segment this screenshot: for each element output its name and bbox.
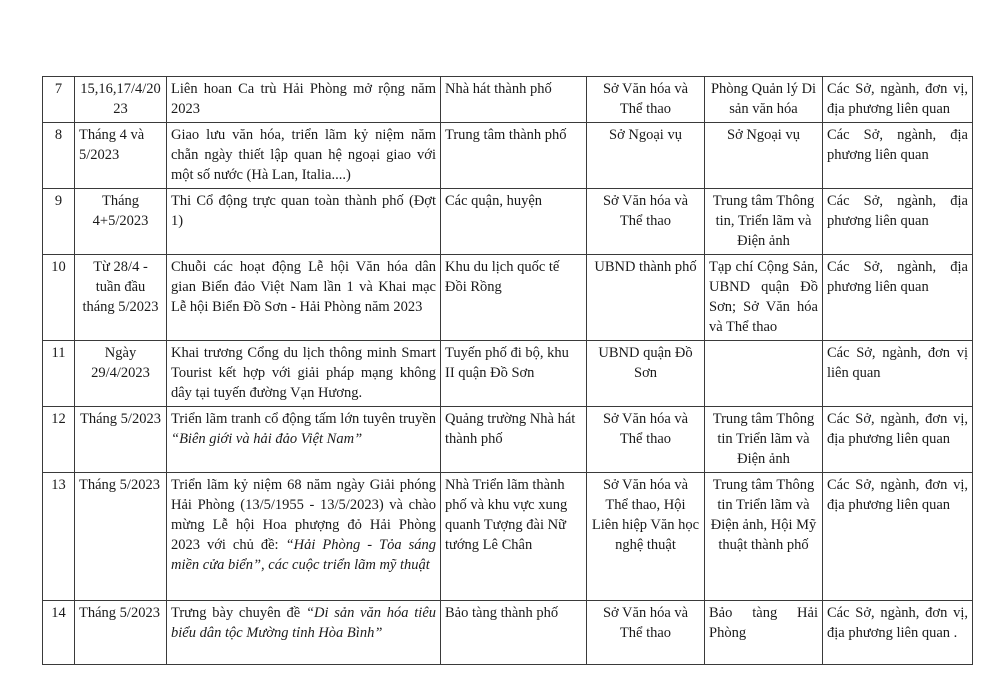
content-text: Triển lãm tranh cổ động tấm lớn tuyên truyền: [171, 411, 436, 427]
content-italic-text: “Biên giới và hải đảo Việt Nam”: [171, 431, 363, 447]
content-italic-text: “Hải Phòng - Tỏa sáng miền cửa biển”, các cuộc triển lãm mỹ thuật: [171, 537, 436, 573]
row-time: Ngày 29/4/2023: [75, 341, 167, 407]
row-coordinator: Bảo tàng Hải Phòng: [705, 601, 823, 665]
row-main-unit: Sở Văn hóa và Thể thao: [587, 601, 705, 665]
row-location: Trung tâm thành phố: [441, 123, 587, 189]
row-participants: Các Sở, ngành, đơn vị, địa phương liên quan .: [823, 601, 973, 665]
row-participants: Các Sở, ngành, đơn vị liên quan: [823, 341, 973, 407]
row-location: Quảng trường Nhà hát thành phố: [441, 407, 587, 473]
row-content: [167, 341, 441, 407]
content-italic-text: “Di sản văn hóa tiêu biểu dân tộc Mường tỉnh Hòa Bình”: [171, 605, 437, 641]
row-main-unit: Sở Văn hóa và Thể thao: [587, 189, 705, 255]
row-coordinator: Tạp chí Cộng Sản, UBND quận Đồ Sơn; Sở Văn hóa và Thể thao: [705, 255, 823, 341]
event-schedule-table: [42, 76, 973, 665]
row-participants: Các Sở, ngành, đơn vị, địa phương liên quan: [823, 77, 973, 123]
row-content: [167, 255, 441, 341]
row-participants: Các Sở, ngành, đơn vị, địa phương liên quan: [823, 473, 973, 601]
row-main-unit: Sở Văn hóa và Thể thao: [587, 77, 705, 123]
row-number: 9: [43, 189, 75, 255]
row-time: Tháng 5/2023: [75, 601, 167, 665]
row-coordinator: Trung tâm Thông tin Triển lãm và Điện ảnh, Hội Mỹ thuật thành phố: [705, 473, 823, 601]
content-text: Triển lãm kỷ niệm 68 năm ngày Giải phóng Hải Phòng (13/5/1955 - 13/5/2023) và chào mừng Lễ hội Hoa phượng đỏ Hải Phòng 2023 với chủ đề:: [171, 477, 436, 553]
row-content: [167, 407, 441, 473]
row-coordinator: [705, 341, 823, 407]
content-text: Khai trương Cổng du lịch thông minh Smart Tourist kết hợp với giải pháp mạng không dây tại tuyến đường Vạn Hương.: [171, 345, 436, 401]
row-content: [167, 189, 441, 255]
row-participants: Các Sở, ngành, địa phương liên quan: [823, 189, 973, 255]
row-main-unit: UBND quận Đồ Sơn: [587, 341, 705, 407]
row-coordinator: Sở Ngoại vụ: [705, 123, 823, 189]
row-location: Nhà Triển lãm thành phố và khu vực xung quanh Tượng đài Nữ tướng Lê Chân: [441, 473, 587, 601]
row-time: Tháng 4 và 5/2023: [75, 123, 167, 189]
content-text: Trưng bày chuyên đề: [171, 605, 306, 621]
row-participants: Các Sở, ngành, địa phương liên quan: [823, 255, 973, 341]
row-content: [167, 601, 441, 665]
row-number: 13: [43, 473, 75, 601]
table-row: [43, 341, 973, 407]
table-row: [43, 601, 973, 665]
row-participants: Các Sở, ngành, địa phương liên quan: [823, 123, 973, 189]
row-number: 7: [43, 77, 75, 123]
row-coordinator: Trung tâm Thông tin, Triển lãm và Điện ảnh: [705, 189, 823, 255]
content-text: Thi Cổ động trực quan toàn thành phố (Đợt 1): [171, 193, 436, 229]
row-location: Nhà hát thành phố: [441, 77, 587, 123]
row-number: 11: [43, 341, 75, 407]
row-main-unit: UBND thành phố: [587, 255, 705, 341]
row-main-unit: Sở Văn hóa và Thể thao: [587, 407, 705, 473]
row-participants: Các Sở, ngành, đơn vị, địa phương liên quan: [823, 407, 973, 473]
row-main-unit: Sở Ngoại vụ: [587, 123, 705, 189]
row-time: Tháng 5/2023: [75, 473, 167, 601]
row-location: Khu du lịch quốc tế Đồi Rồng: [441, 255, 587, 341]
row-time: Tháng 5/2023: [75, 407, 167, 473]
row-location: Tuyến phố đi bộ, khu II quận Đồ Sơn: [441, 341, 587, 407]
row-content: [167, 77, 441, 123]
row-content: [167, 123, 441, 189]
row-number: 14: [43, 601, 75, 665]
content-text: Chuỗi các hoạt động Lễ hội Văn hóa dân gian Biển đảo Việt Nam lần 1 và Khai mạc Lễ hội Biển Đồ Sơn - Hải Phòng năm 2023: [171, 259, 436, 315]
row-content: [167, 473, 441, 601]
row-coordinator: Trung tâm Thông tin Triển lãm và Điện ảnh: [705, 407, 823, 473]
row-location: Các quận, huyện: [441, 189, 587, 255]
table-row: [43, 77, 973, 123]
table-row: [43, 473, 973, 601]
row-main-unit: Sở Văn hóa và Thể thao, Hội Liên hiệp Văn học nghệ thuật: [587, 473, 705, 601]
row-time: Từ 28/4 - tuần đầu tháng 5/2023: [75, 255, 167, 341]
row-number: 8: [43, 123, 75, 189]
table-body: [43, 77, 973, 665]
row-time: 15,16,17/4/2023: [75, 77, 167, 123]
content-text: Liên hoan Ca trù Hải Phòng mở rộng năm 2023: [171, 81, 436, 117]
table-row: [43, 255, 973, 341]
row-time: Tháng 4+5/2023: [75, 189, 167, 255]
row-location: Bảo tàng thành phố: [441, 601, 587, 665]
row-coordinator: Phòng Quản lý Di sản văn hóa: [705, 77, 823, 123]
row-number: 12: [43, 407, 75, 473]
row-number: 10: [43, 255, 75, 341]
content-text: Giao lưu văn hóa, triển lãm kỷ niệm năm chẵn ngày thiết lập quan hệ ngoại giao với một số nước (Hà Lan, Italia....): [171, 127, 436, 183]
table-row: [43, 407, 973, 473]
table-row: [43, 123, 973, 189]
table-row: [43, 189, 973, 255]
